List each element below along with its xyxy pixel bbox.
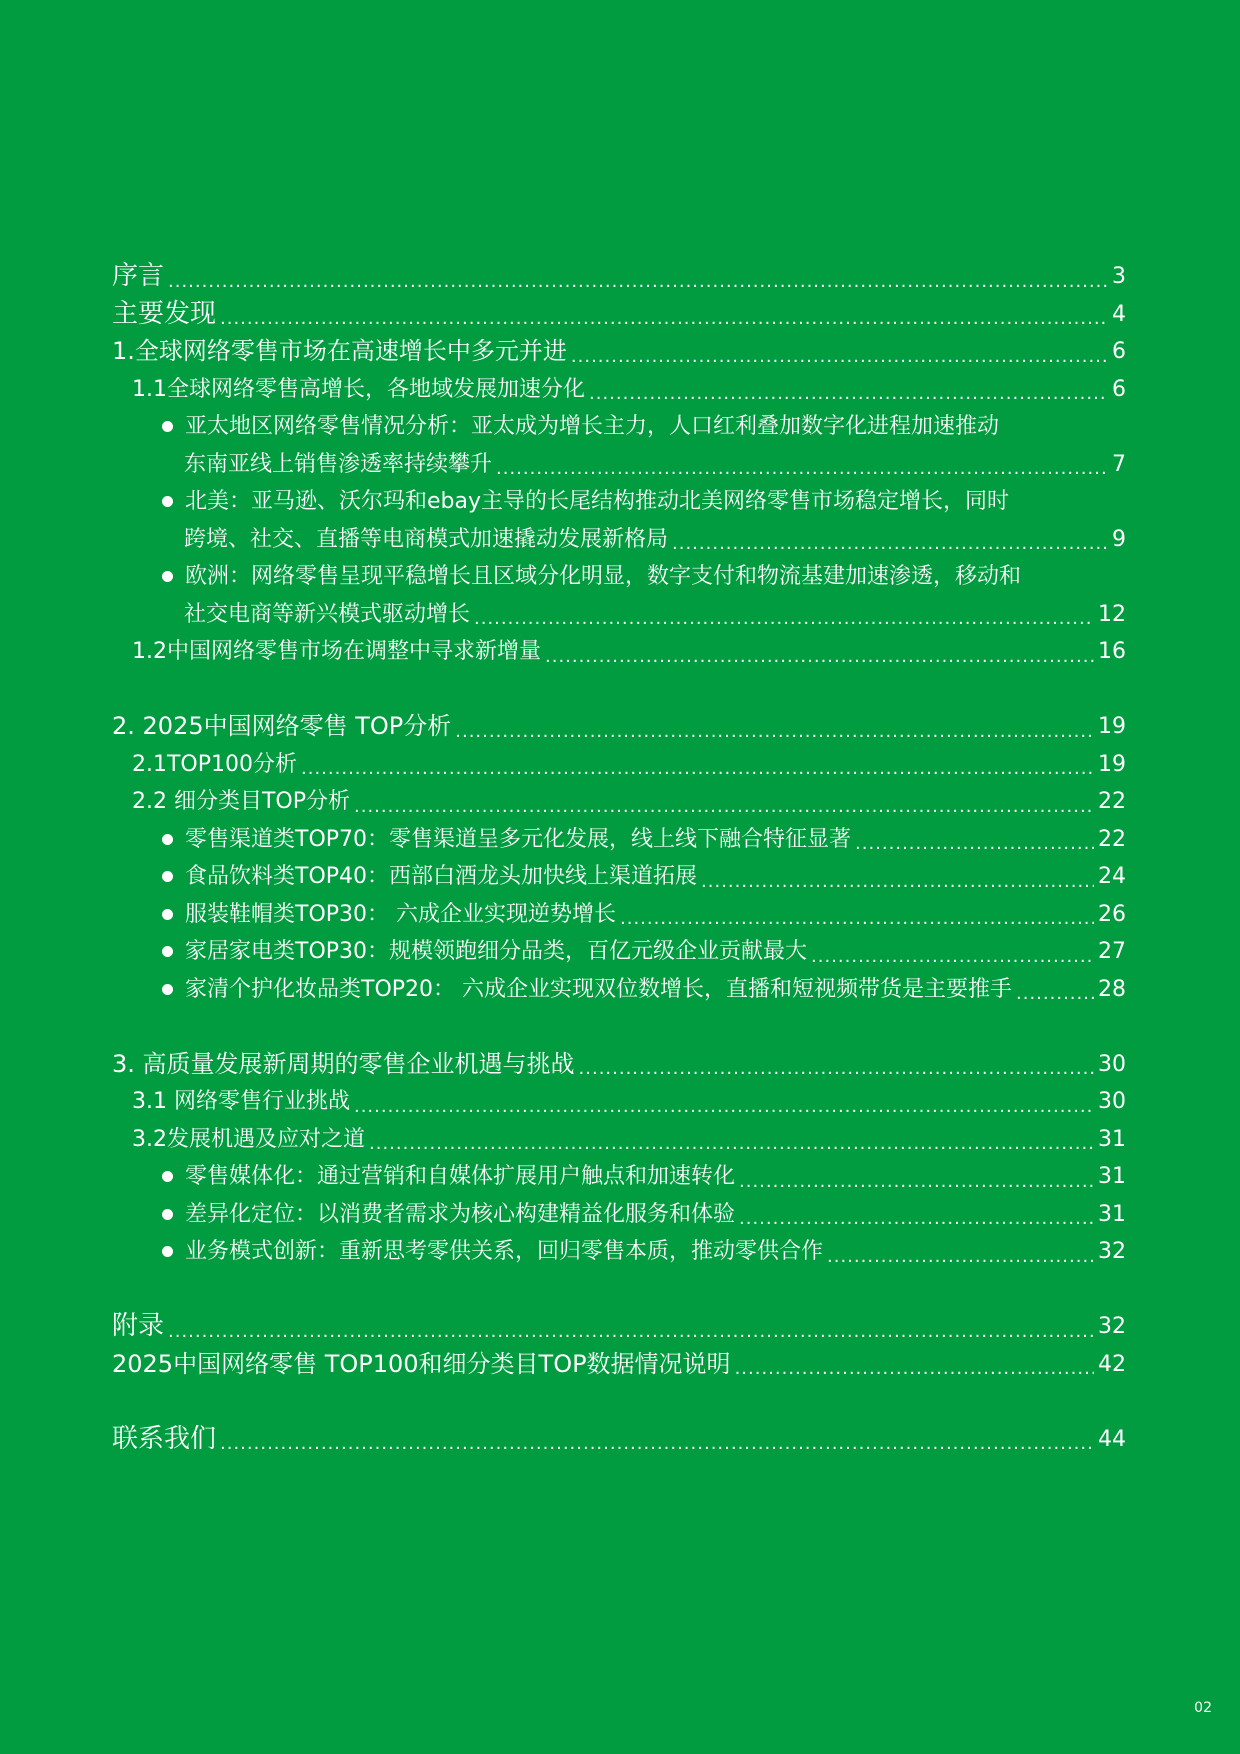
- toc-entry-label: 服装鞋帽类TOP30： 六成企业实现逆势增长: [185, 901, 617, 927]
- toc-page-number: 27: [1098, 939, 1126, 964]
- toc-page-number: 30: [1098, 1089, 1126, 1114]
- toc-entry-label: 1.2中国网络零售市场在调整中寻求新增量: [132, 639, 541, 664]
- toc-page-number: 28: [1098, 976, 1126, 1002]
- toc-entry-apac[interactable]: [112, 408, 1126, 446]
- dot-leader: [220, 1430, 1094, 1458]
- toc-page-number: 30: [1098, 1051, 1126, 1077]
- toc-entry-preface[interactable]: [112, 258, 1126, 296]
- toc-entry-label: 食品饮料类TOP40：西部白酒龙头加快线上渠道拓展: [185, 864, 698, 889]
- toc-entry-section-3-1[interactable]: [112, 1083, 1126, 1121]
- toc-entry-retail-channel-top70[interactable]: [112, 821, 1126, 859]
- toc-entry-section-1-2[interactable]: [112, 633, 1126, 671]
- toc-page-number: 26: [1098, 901, 1126, 927]
- toc-page-number: 6: [1112, 376, 1126, 402]
- table-of-contents: [112, 258, 1126, 1458]
- toc-entry-label: 1.1全球网络零售高增长，各地域发展加速分化: [132, 376, 585, 402]
- toc-entry-section-1-1[interactable]: [112, 371, 1126, 409]
- dot-leader: [811, 943, 1094, 971]
- dot-leader: [739, 1168, 1094, 1196]
- toc-entry-food-beverage-top40[interactable]: [112, 858, 1126, 896]
- toc-page-number: 42: [1098, 1351, 1126, 1377]
- toc-entry-label: 联系我们: [112, 1423, 217, 1454]
- toc-entry-label: 家居家电类TOP30：规模领跑细分品类，百亿元级企业贡献最大: [185, 939, 808, 964]
- toc-page-number: 19: [1098, 714, 1126, 739]
- toc-page-number: 44: [1098, 1426, 1126, 1452]
- toc-entry-apac-continued[interactable]: [112, 446, 1126, 484]
- bullet-icon: [162, 496, 173, 507]
- spacer: [112, 671, 1126, 709]
- toc-entry-label: 零售渠道类TOP70：零售渠道呈多元化发展，线上线下融合特征显著: [185, 826, 852, 852]
- toc-entry-retail-media[interactable]: [112, 1158, 1126, 1196]
- toc-entry-label: 序言: [112, 261, 165, 291]
- bullet-icon: [162, 1209, 173, 1220]
- toc-entry-label: 3.1 网络零售行业挑战: [132, 1089, 350, 1114]
- dot-leader: [739, 1205, 1094, 1233]
- dot-leader: [496, 455, 1108, 483]
- toc-page-number: 9: [1112, 526, 1126, 552]
- toc-entry-chapter-2[interactable]: [112, 708, 1126, 746]
- toc-entry-label: 3.2发展机遇及应对之道: [132, 1126, 365, 1152]
- dot-leader: [827, 1243, 1094, 1271]
- dot-leader: [369, 1130, 1094, 1158]
- dot-leader: [474, 605, 1094, 633]
- bullet-icon: [162, 1171, 173, 1182]
- toc-entry-key-findings[interactable]: [112, 296, 1126, 334]
- dot-leader: [168, 268, 1108, 296]
- toc-entry-europe[interactable]: [112, 558, 1126, 596]
- toc-entry-label: 附录: [112, 1311, 165, 1341]
- dot-leader: [168, 1318, 1094, 1346]
- toc-entry-personal-care-top20[interactable]: [112, 971, 1126, 1009]
- bullet-icon: [162, 984, 173, 995]
- bullet-icon: [162, 871, 173, 882]
- dot-leader: [455, 718, 1094, 746]
- bullet-icon: [162, 571, 173, 582]
- dot-leader: [579, 1055, 1094, 1083]
- page-number: 02: [1194, 1700, 1212, 1716]
- toc-entry-label: 零售媒体化：通过营销和自媒体扩展用户触点和加速转化: [185, 1164, 736, 1189]
- toc-entry-label: 2025中国网络零售 TOP100和细分类目TOP数据情况说明: [112, 1349, 731, 1378]
- dot-leader: [735, 1355, 1094, 1383]
- toc-entry-section-2-1[interactable]: [112, 746, 1126, 784]
- toc-entry-appendix[interactable]: [112, 1308, 1126, 1346]
- toc-entry-contact-us[interactable]: [112, 1421, 1126, 1459]
- toc-entry-north-america-continued[interactable]: [112, 521, 1126, 559]
- toc-page-number: 6: [1112, 339, 1126, 364]
- toc-entry-data-notes[interactable]: [112, 1346, 1126, 1384]
- toc-entry-europe-continued[interactable]: [112, 596, 1126, 634]
- spacer: [112, 1383, 1126, 1421]
- toc-page-number: 7: [1112, 451, 1126, 477]
- toc-page-number: 19: [1098, 751, 1126, 777]
- toc-page-number: 31: [1098, 1126, 1126, 1152]
- toc-page-number: 31: [1098, 1164, 1126, 1189]
- toc-entry-label: 1.全球网络零售市场在高速增长中多元并进: [112, 337, 567, 365]
- dot-leader: [354, 1093, 1094, 1121]
- toc-entry-chapter-1[interactable]: [112, 333, 1126, 371]
- toc-entry-label-continued: 跨境、社交、直播等电商模式加速撬动发展新格局: [184, 526, 669, 552]
- toc-entry-label-continued: 东南亚线上销售渗透率持续攀升: [184, 451, 493, 477]
- toc-page-number: 32: [1098, 1314, 1126, 1339]
- dot-leader: [354, 793, 1094, 821]
- dot-leader: [1016, 980, 1094, 1008]
- toc-entry-label: 亚太地区网络零售情况分析：亚太成为增长主力，人口红利叠加数字化进程加速推动: [185, 414, 1000, 439]
- toc-entry-chapter-3[interactable]: [112, 1046, 1126, 1084]
- toc-entry-business-model[interactable]: [112, 1233, 1126, 1271]
- toc-entry-label: 主要发现: [112, 298, 217, 329]
- dot-leader: [545, 643, 1094, 671]
- toc-page-number: 3: [1112, 264, 1126, 289]
- dot-leader: [701, 868, 1094, 896]
- bullet-icon: [162, 1246, 173, 1257]
- dot-leader: [220, 305, 1108, 333]
- toc-entry-label-continued: 社交电商等新兴模式驱动增长: [184, 601, 471, 627]
- toc-entry-label: 北美：亚马逊、沃尔玛和ebay主导的长尾结构推动北美网络零售市场稳定增长，同时: [185, 489, 1010, 514]
- toc-entry-apparel-top30[interactable]: [112, 896, 1126, 934]
- toc-entry-label: 差异化定位：以消费者需求为核心构建精益化服务和体验: [185, 1201, 736, 1227]
- toc-page-number: 24: [1098, 864, 1126, 889]
- toc-page-number: 32: [1098, 1239, 1126, 1264]
- bullet-icon: [162, 834, 173, 845]
- bullet-icon: [162, 946, 173, 957]
- toc-entry-label: 家清个护化妆品类TOP20： 六成企业实现双位数增长，直播和短视频带货是主要推手: [185, 976, 1013, 1002]
- toc-entry-label: 3. 高质量发展新周期的零售企业机遇与挑战: [112, 1049, 575, 1078]
- toc-entry-differentiation[interactable]: [112, 1196, 1126, 1234]
- spacer: [112, 1271, 1126, 1309]
- toc-page-number: 4: [1112, 301, 1126, 327]
- toc-page-number: 22: [1098, 789, 1126, 814]
- toc-entry-label: 2.1TOP100分析: [132, 751, 298, 777]
- toc-entry-section-2-2[interactable]: [112, 783, 1126, 821]
- toc-entry-label: 欧洲：网络零售呈现平稳增长且区域分化明显，数字支付和物流基建加速渗透，移动和: [185, 564, 1022, 589]
- toc-entry-label: 2.2 细分类目TOP分析: [132, 789, 351, 814]
- toc-entry-label: 业务模式创新：重新思考零供关系，回归零售本质，推动零供合作: [185, 1239, 824, 1264]
- dot-leader: [855, 830, 1094, 858]
- bullet-icon: [162, 421, 173, 432]
- toc-page-number: 12: [1098, 601, 1126, 627]
- dot-leader: [589, 380, 1108, 408]
- toc-page-number: 31: [1098, 1201, 1126, 1227]
- toc-page-number: 22: [1098, 826, 1126, 852]
- toc-entry-home-appliance-top30[interactable]: [112, 933, 1126, 971]
- toc-entry-north-america[interactable]: [112, 483, 1126, 521]
- dot-leader: [301, 755, 1094, 783]
- toc-entry-section-3-2[interactable]: [112, 1121, 1126, 1159]
- toc-page-number: 16: [1098, 639, 1126, 664]
- bullet-icon: [162, 909, 173, 920]
- spacer: [112, 1008, 1126, 1046]
- dot-leader: [620, 905, 1094, 933]
- dot-leader: [672, 530, 1108, 558]
- dot-leader: [571, 343, 1108, 371]
- toc-entry-label: 2. 2025中国网络零售 TOP分析: [112, 712, 452, 740]
